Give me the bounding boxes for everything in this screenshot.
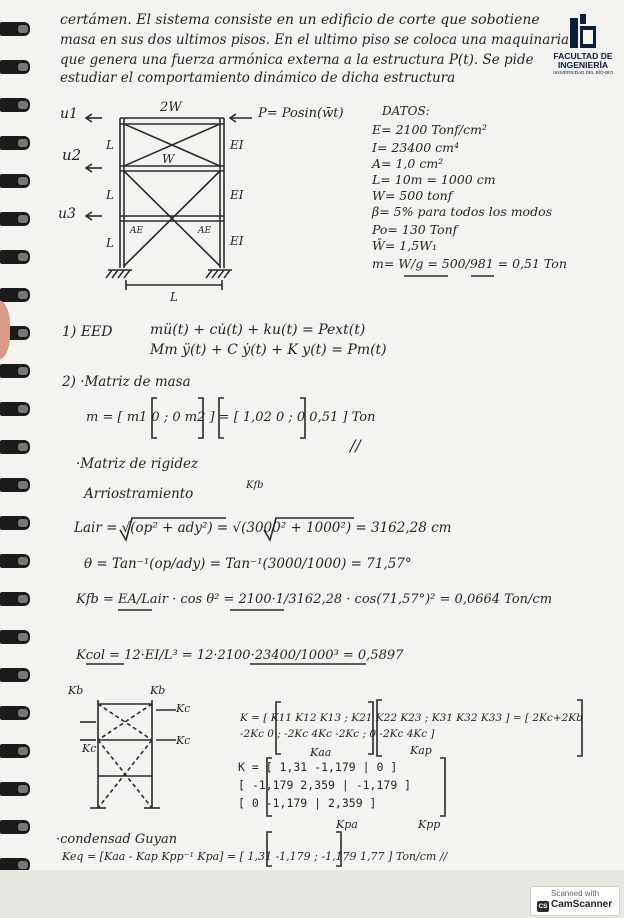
- ei-label-3: EI: [230, 234, 244, 248]
- mass-end-mark: //: [350, 436, 361, 455]
- kb-right-label: Kb: [150, 684, 166, 697]
- kb-left-label: Kb: [68, 684, 84, 697]
- eed-label: 1) EED: [62, 324, 113, 340]
- problem-statement-line-1: certámen. El sistema consiste en un edificio de corte que sobotiene: [60, 12, 540, 28]
- top-load-label: 2W: [160, 100, 182, 115]
- kpp-label: Kpp: [418, 818, 441, 831]
- floor-load-label: W: [162, 152, 175, 166]
- k-numeric-row-2: [ -1,179 2,359 | -1,179 ]: [238, 778, 412, 792]
- u1-label: u1: [60, 106, 78, 122]
- stiffness-matrix-label: ·Matriz de rigidez: [76, 456, 199, 472]
- datos-item: W= 500 tonf: [372, 188, 453, 203]
- k-generic-equation: K = [ K11 K12 K13 ; K21 K22 K23 ; K31 K32 K33 ] = [ 2Kc+2Kb -2Kc 0 ; -2Kc 4Kc -2Kc ; 0 -2Kc 4Kc ]: [240, 712, 583, 740]
- eed-equation-1: mü(t) + cu̇(t) + ku(t) = Pext(t): [150, 322, 366, 338]
- mass-matrix-equation: m = [ m1 0 ; 0 m2 ] = [ 1,02 0 ; 0 0,51 ] Ton: [86, 410, 376, 425]
- force-label: P= Posin(w̄t): [258, 106, 344, 121]
- datos-item: m= W/g = 500/981 = 0,51 Ton: [372, 256, 567, 271]
- datos-item: E= 2100 Tonf/cm²: [372, 122, 488, 137]
- ei-label-1: EI: [230, 138, 244, 152]
- datos-item: I= 23400 cm⁴: [372, 140, 459, 155]
- datos-title: DATOS:: [382, 104, 430, 118]
- guyan-equation: Keq = [Kaa - Kap Kpp⁻¹ Kpa] = [ 1,31 -1,179 ; -1,179 1,77 ] Ton/cm //: [62, 850, 448, 863]
- mass-matrix-label: 2) ·Matriz de masa: [62, 374, 191, 390]
- logo-text-2: INGENIERÍA: [557, 60, 609, 70]
- base-width-label: L: [170, 290, 178, 304]
- u3-label: u3: [58, 206, 76, 222]
- datos-item: L= 10m = 1000 cm: [372, 172, 496, 187]
- kcol-equation: Kcol = 12·EI/L³ = 12·2100·23400/1000³ = 0,5897: [76, 648, 404, 663]
- k-numeric-row-3: [ 0 -1,179 | 2,359 ]: [238, 796, 377, 810]
- eed-equation-2: Mm ÿ(t) + C ẏ(t) + K y(t) = Pm(t): [150, 342, 387, 358]
- problem-statement-line-2: masa en sus dos ultimos pisos. En el ultimo piso se coloca una maquinaria: [60, 32, 570, 48]
- camscanner-text: CamScanner: [551, 899, 613, 910]
- story-height-1: L: [106, 138, 114, 152]
- story-height-2: L: [106, 188, 114, 202]
- problem-statement-line-3: que genera una fuerza armónica externa a la estructura P(t). Se pide: [60, 52, 534, 68]
- problem-statement-line-4: estudiar el comportamiento dinámico de dicha estructura: [60, 70, 456, 86]
- k-numeric-row-1: K = [ 1,31 -1,179 | 0 ]: [238, 760, 398, 774]
- kc-label-3: Kc: [82, 742, 97, 755]
- kpa-label: Kpa: [336, 818, 358, 831]
- datos-item: β= 5% para todos los modos: [372, 204, 553, 219]
- logo-text-3: UNIVERSIDAD DEL BÍO-BÍO: [552, 70, 614, 75]
- datos-item: W̄= 1,5W₁: [372, 238, 438, 253]
- theta-equation: θ = Tan⁻¹(op/ady) = Tan⁻¹(3000/1000) = 71,57°: [84, 556, 412, 572]
- kap-label: Kap: [410, 744, 432, 757]
- datos-item: A= 1,0 cm²: [372, 156, 444, 171]
- kc-label-1: Kc: [176, 702, 191, 715]
- lair-equation: Lair = √(op² + ady²) = √(3000² + 1000²) = 3162,28 cm: [74, 520, 452, 536]
- story-height-3: L: [106, 236, 114, 250]
- u2-label: u2: [62, 146, 82, 164]
- kfb-equation: Kfb = EA/Lair · cos θ² = 2100·1/3162,28 · cos(71,57°)² = 0,0664 Ton/cm: [76, 592, 553, 607]
- ae-label-right: AE: [198, 226, 212, 236]
- bracing-label: Arriostramiento: [84, 486, 194, 502]
- camscanner-icon: CS: [538, 903, 548, 910]
- ae-label-left: AE: [130, 226, 144, 236]
- guyan-label: ·condensad Guyan: [56, 832, 178, 847]
- camscanner-badge: [530, 886, 620, 916]
- kaa-label: Kaa: [310, 746, 332, 759]
- datos-item: Po= 130 Tonf: [372, 222, 458, 237]
- scanned-with-text: Scanned with: [550, 889, 600, 898]
- logo-text-1: FACULTAD DE: [553, 51, 613, 61]
- kfb-sketch-label: Kfb: [246, 480, 264, 491]
- ei-label-2: EI: [230, 188, 244, 202]
- kc-label-2: Kc: [176, 734, 191, 747]
